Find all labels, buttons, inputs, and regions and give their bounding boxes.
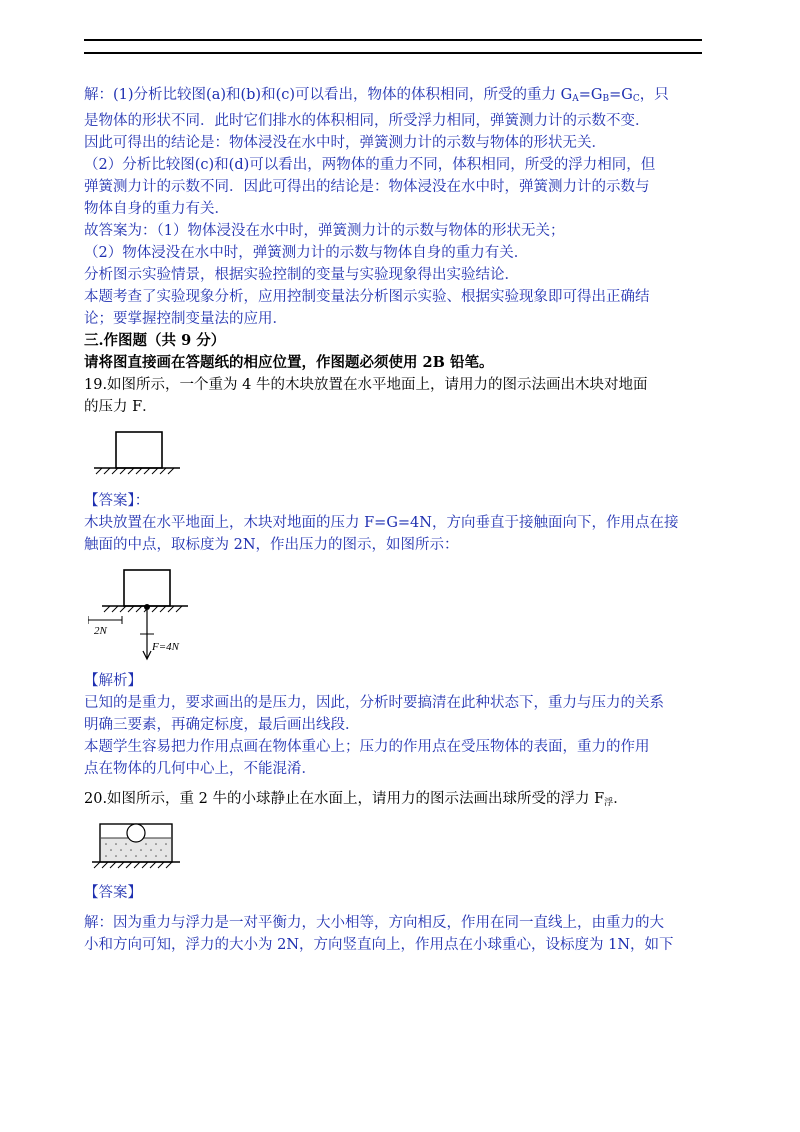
answer-label: 【答案】： — [84, 493, 150, 509]
ground-hatch — [96, 468, 174, 474]
answer-line: 解：因为重力与浮力是一对平衡力，大小相等，方向相反，作用在同一直线上，由重力的大 — [84, 915, 664, 931]
q19-pressure-figure — [88, 562, 218, 664]
answer-line: 小和方向可知，浮力的大小为 2N，方向竖直向上，作用点在小球重心，设标度为 1N，如下 — [84, 937, 674, 953]
answer-label: 【答案】 — [84, 885, 142, 901]
scale-label: 2N — [94, 625, 107, 637]
analysis-line: 点在物体的几何中心上，不能混淆． — [84, 761, 316, 777]
text: =G — [609, 87, 633, 103]
force-label: F=4N — [152, 641, 179, 653]
q20-line — [84, 788, 708, 814]
ground-hatch — [94, 862, 172, 868]
text: ． — [613, 791, 628, 807]
subscript: B — [602, 94, 610, 104]
q18-solution — [84, 84, 708, 330]
q19-block-figure — [88, 424, 188, 484]
solution-line: 本题考查了实验现象分析，应用控制变量法分析图示实验、根据实验现象即可得出正确结 — [84, 289, 650, 305]
solution-line: 因此可得出的结论是：物体浸没在水中时，弹簧测力计的示数与物体的形状无关． — [84, 135, 606, 151]
solution-line: （2）分析比较图(c)和(d)可以看出，两物体的重力不同，体积相同，所受的浮力相同，但 — [84, 157, 656, 173]
solution-line: 故答案为：（1）物体浸没在水中时，弹簧测力计的示数与物体的形状无关； — [84, 223, 565, 239]
text: 解：(1)分析比较图(a)和(b)和(c)可以看出，物体的体积相同，所受的重力 G — [84, 87, 573, 103]
text: =G — [578, 87, 603, 103]
answer-line: 木块放置在水平地面上，木块对地面的压力 F=G=4N，方向垂直于接触面向下，作用点在接 — [84, 515, 679, 531]
section-instruction: 请将图直接画在答题纸的相应位置，作图题必须使用 2B 铅笔。 — [84, 354, 494, 371]
header-rule-top — [84, 39, 702, 41]
text: 20.如图所示，重 2 牛的小球静止在水面上，请用力的图示法画出球所受的浮力 F — [84, 791, 605, 807]
q20-ball-water-figure — [88, 820, 188, 876]
solution-line: 分析图示实验情景，根据实验控制的变量与实验现象得出实验结论． — [84, 267, 519, 283]
q19-line: 的压力 F． — [84, 399, 157, 415]
subscript: 浮 — [604, 798, 614, 808]
analysis-line: 明确三要素，再确定标度，最后画出线段． — [84, 717, 360, 733]
page-content — [84, 84, 708, 956]
solution-line: 弹簧测力计的示数不同．因此可得出的结论是：物体浸没在水中时，弹簧测力计的示数与 — [84, 179, 650, 195]
analysis-label: 【解析】 — [84, 673, 142, 689]
analysis-line: 已知的是重力，要求画出的是压力，因此，分析时要搞清在此种状态下，重力与压力的关系 — [84, 695, 664, 711]
solution-line: （2）物体浸没在水中时，弹簧测力计的示数与物体自身的重力有关． — [84, 245, 529, 261]
subscript: C — [632, 94, 640, 104]
text: ，只 — [639, 87, 669, 103]
answer-line: 触面的中点，取标度为 2N，作出压力的图示，如图所示： — [84, 537, 459, 553]
header-rule-bottom — [84, 52, 702, 54]
point-of-application — [144, 604, 150, 610]
ground-hatch — [104, 606, 182, 612]
q19-line: 19.如图所示，一个重为 4 牛的木块放置在水平地面上，请用力的图示法画出木块对地面 — [84, 377, 648, 393]
analysis-line: 本题学生容易把力作用点画在物体重心上；压力的作用点在受压物体的表面，重力的作用 — [84, 739, 650, 755]
solution-line: 是物体的形状不同．此时它们排水的体积相同，所受浮力相同，弹簧测力计的示数不变． — [84, 113, 650, 129]
solution-line — [84, 84, 708, 110]
ball — [127, 824, 145, 842]
subscript: A — [572, 94, 579, 104]
wooden-block — [124, 570, 170, 606]
section-heading: 三.作图题（共 9 分） — [84, 332, 226, 349]
solution-line: 物体自身的重力有关． — [84, 201, 229, 217]
wooden-block — [116, 432, 162, 468]
solution-line: 论；要掌握控制变量法的应用． — [84, 311, 287, 327]
